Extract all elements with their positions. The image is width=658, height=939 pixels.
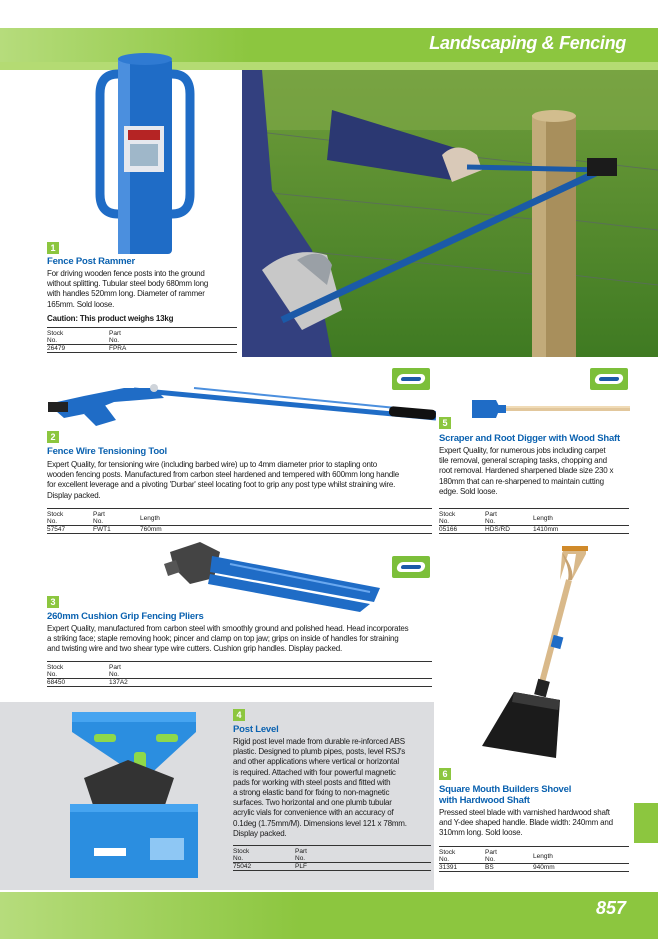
caution-note: Caution: This product weighs 13kg (47, 314, 174, 323)
product-title: Scraper and Root Digger with Wood Shaft (439, 433, 620, 444)
table-header: Stock No. Part No. Length (439, 508, 629, 525)
section-side-tab (634, 803, 658, 843)
product-description: Rigid post level made from durable re-inforced ABS plastic. Designed to plumb pipes, posts, level RSJ's and other applications where vertical or horizontal is required. Attached with four powerful magnetic pads for working with steel posts and fitted with a strong elastic band for fixing to non-magnetic surfaces. Two horizontal and one plumb tubular acrylic vials for convenience with an accuracy of 0.1deg (1.75mm/M). Dimensions level 121 x 78mm. Display packed. (233, 737, 407, 838)
product-title: Square Mouth Builders Shovel with Hardwood Shaft (439, 784, 572, 806)
product-number-badge: 4 (233, 709, 245, 721)
product-number-badge: 5 (439, 417, 451, 429)
table-row: 05166 HDS/RD 1410mm (439, 525, 629, 534)
expert-logo-icon (590, 368, 628, 390)
product-description: Expert Quality, for numerous jobs including carpet tile removal, general scraping tasks, chopping and root removal. Hardened sharpened blade size 230 x 180mm that can re-sharpened to maintain cutting edge. Sold loose. (439, 446, 614, 496)
product-number-badge: 2 (47, 431, 59, 443)
expert-logo-icon (392, 556, 430, 578)
stock-table (47, 508, 432, 534)
square-mouth-shovel-image (476, 540, 596, 760)
product-title: Post Level (233, 724, 279, 735)
table-row: 57547 FWT1 760mm (47, 525, 432, 534)
scraper-root-digger-image (470, 396, 630, 422)
product-title: 260mm Cushion Grip Fencing Pliers (47, 611, 204, 622)
fence-tensioning-photo (242, 70, 658, 357)
table-header: Stock No. Part No. (47, 661, 432, 678)
post-level-image (64, 708, 204, 880)
table-row: 75042 PLF (233, 862, 431, 871)
product-description: For driving wooden fence posts into the ground without splitting. Tubular steel body 680mm long with handles 520mm long. Diameter of rammer 165mm. Sold loose. (47, 269, 209, 309)
fence-post-rammer-image (90, 44, 200, 256)
fencing-pliers-image (160, 538, 385, 612)
table-header: Stock No. Part No. (47, 327, 237, 344)
footer-bar (0, 892, 658, 939)
product-title: Fence Wire Tensioning Tool (47, 446, 167, 457)
section-title: Landscaping & Fencing (429, 33, 626, 53)
table-header: Stock No. Part No. (233, 845, 431, 862)
table-row: 68450 137A2 (47, 678, 432, 687)
product-description: Pressed steel blade with varnished hardwood shaft and Y-dee shaped handle. Blade width: 240mm and 310mm long. Sold loose. (439, 808, 613, 838)
page-number: 857 (595, 898, 626, 918)
product-title: Fence Post Rammer (47, 256, 135, 267)
table-row: 26479 FPRA (47, 344, 237, 353)
product-description: Expert Quality, for tensioning wire (including barbed wire) up to 4mm diameter prior to stapling onto wooden fencing posts. Manufactured from carbon steel hardened and tempered with 600mm long handle for excellent leverage and a pivoting 'Durbar' steel locating foot to grip any post type whilst straining wire. Display packed. (47, 460, 399, 500)
table-header: Stock No. Part No. Length (439, 846, 629, 863)
table-row: 31391 BS 940mm (439, 863, 629, 872)
product-number-badge: 6 (439, 768, 451, 780)
product-description: Expert Quality, manufactured from carbon steel with smoothly ground and polished head. Head incorporates a striking face; staple removing hook; pincer and clamp on top jaw; grips on inside of handles for straining and twisting wire and two shear type wire cutters. Cushion grip handles. Display packed. (47, 624, 409, 654)
stock-table (233, 845, 431, 871)
stock-table (47, 661, 432, 687)
stock-table (439, 508, 629, 534)
stock-table (439, 846, 629, 872)
fence-wire-tensioning-tool-image (44, 374, 436, 430)
stock-table (47, 327, 237, 353)
footer-gradient (0, 892, 300, 939)
product-number-badge: 1 (47, 242, 59, 254)
table-header: Stock No. Part No. Length (47, 508, 432, 525)
product-number-badge: 3 (47, 596, 59, 608)
